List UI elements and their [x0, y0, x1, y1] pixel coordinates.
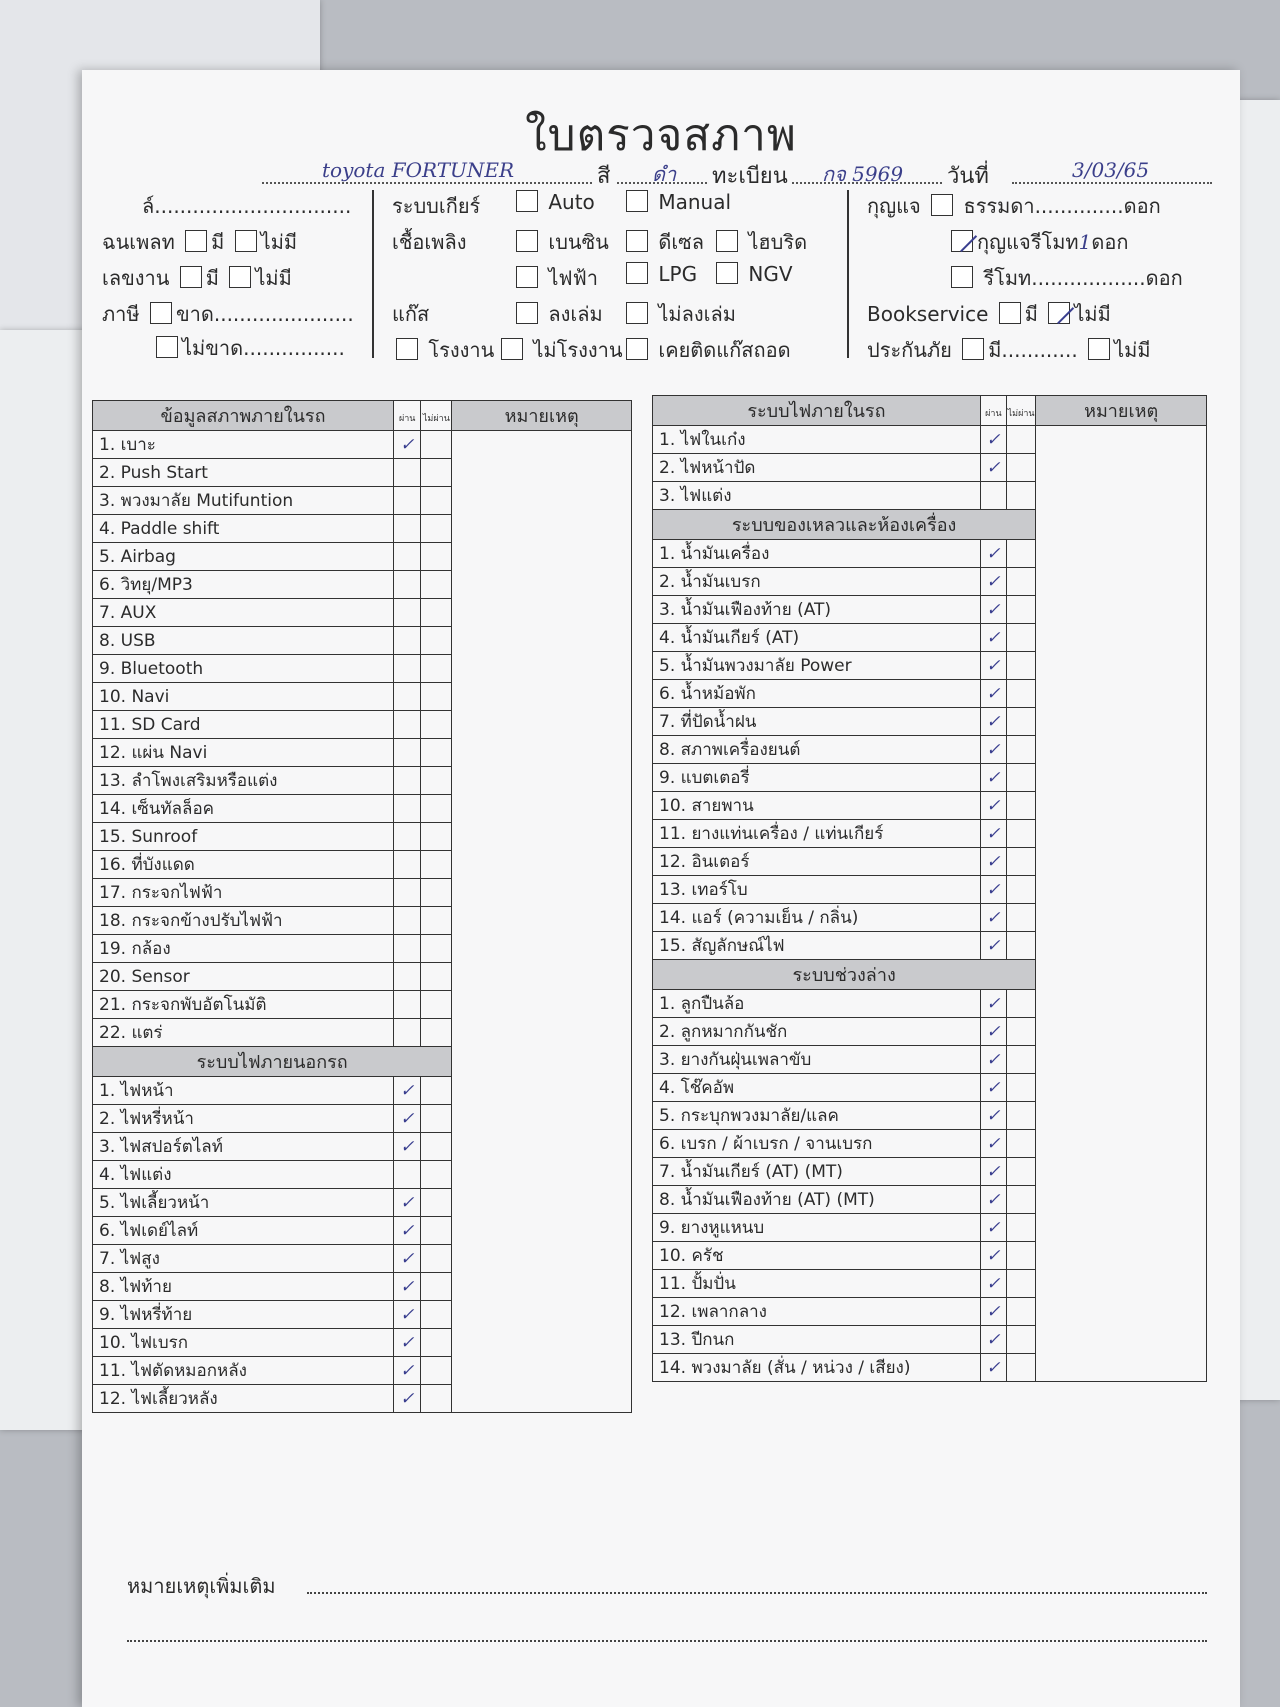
fail-cell[interactable] [1006, 848, 1035, 876]
row-label: 1. น้ำมันเครื่อง [653, 540, 981, 568]
checkbox[interactable] [516, 302, 538, 324]
checkbox[interactable] [626, 338, 648, 360]
row-label: 7. AUX [93, 599, 394, 627]
fail-cell[interactable] [1006, 736, 1035, 764]
checkbox[interactable] [1088, 338, 1110, 360]
row-label: 6. เบรก / ผ้าเบรก / จานเบรก [653, 1130, 981, 1158]
fail-cell[interactable] [1006, 624, 1035, 652]
fail-cell[interactable] [421, 1385, 452, 1413]
header-row [172, 158, 1212, 190]
remark-cell[interactable] [452, 431, 632, 1413]
checkbox[interactable] [626, 262, 648, 284]
pass-cell[interactable] [393, 879, 421, 907]
pass-cell[interactable] [393, 711, 421, 739]
fail-cell[interactable] [421, 655, 452, 683]
row-label: 7. ที่ปัดน้ำฝน [653, 708, 981, 736]
row-label: 16. ที่บังแดด [93, 851, 394, 879]
row-label: 14. พวงมาลัย (สั่น / หน่วง / เสียง) [653, 1354, 981, 1382]
fail-cell[interactable] [1006, 1046, 1035, 1074]
checkbox[interactable] [951, 266, 973, 288]
pass-cell[interactable]: ✓ [393, 1133, 421, 1161]
fail-cell[interactable] [421, 683, 452, 711]
checkbox[interactable] [626, 302, 648, 324]
pass-cell[interactable] [393, 739, 421, 767]
pass-cell[interactable]: ✓ [980, 736, 1006, 764]
row-label: 12. แผ่น Navi [93, 739, 394, 767]
systems-table: ระบบไฟภายในรถ ผ่าน ไม่ผ่าน หมายเหตุ 1. ไฟในเก๋ง ✓ 2. ไฟหน้าปัด ✓ 3. ไฟแต่ง ระบบของเหลวและห้องเครื่อง 1. น้ำมันเครื่อง ✓ 2. น้ำมันเบรก ✓ 3. น้ำมันเฟืองท้าย (AT) ✓ 4. น้ำมันเกียร์ (AT) ✓ 5. น้ำมันพวงมาลัย Power ✓ 6. น้ำหม้อพัก ✓ 7. ที่ปัดน้ำฝน ✓ 8. สภาพเครื่องยนต์ ✓ 9. แบตเตอรี่ ✓ 10. สายพาน ✓ 11. ยางแท่นเครื่อง / แท่นเกียร์ ✓ 12. อินเตอร์ ✓ 13. เทอร์โบ ✓ 14. แอร์ (ความเย็น / กลิ่น) ✓ 15. สัญลักษณ์ไฟ ✓ ระบบช่วงล่าง 1. ลูกปืนล้อ ✓ 2. ลูกหมากกันชัก ✓ 3. ยางกันฝุ่นเพลาขับ ✓ 4. โช๊คอัพ ✓ 5. กระบุกพวงมาลัย/แลค ✓ 6. เบรก / ผ้าเบรก / จานเบรก ✓ 7. น้ำมันเกียร์ (AT) (MT) ✓ 8. น้ำมันเฟืองท้าย (AT) (MT) ✓ 9. ยางหูแหนบ ✓ 10. ครัช ✓ 11. ปั้มปั่น ✓ 12. เพลากลาง ✓ 13. ปีกนก ✓ 14. พวงมาลัย (สั่น / หน่วง / เสียง) ✓ [652, 395, 1207, 1382]
pass-cell[interactable] [393, 627, 421, 655]
fail-cell[interactable] [421, 795, 452, 823]
fail-cell[interactable] [1006, 932, 1035, 960]
pass-cell[interactable] [393, 823, 421, 851]
fail-cell[interactable] [421, 739, 452, 767]
pass-cell[interactable]: ✓ [393, 1189, 421, 1217]
row-label: 11. SD Card [93, 711, 394, 739]
fail-cell[interactable] [1006, 1354, 1035, 1382]
fail-cell[interactable] [1006, 1158, 1035, 1186]
row-label: 12. ไฟเลี้ยวหลัง [93, 1385, 394, 1413]
color-value: ดำ [652, 162, 677, 186]
checkbox[interactable] [235, 230, 257, 252]
fail-cell[interactable] [421, 1133, 452, 1161]
row-label: 12. อินเตอร์ [653, 848, 981, 876]
fail-cell[interactable] [1006, 680, 1035, 708]
pass-cell[interactable]: ✓ [980, 1130, 1006, 1158]
fail-cell[interactable] [421, 851, 452, 879]
row-label: 8. สภาพเครื่องยนต์ [653, 736, 981, 764]
pass-cell[interactable]: ✓ [980, 596, 1006, 624]
fail-cell[interactable] [421, 879, 452, 907]
row-label: 6. ไฟเดย์ไลท์ [93, 1217, 394, 1245]
checkbox[interactable] [185, 230, 207, 252]
fail-cell[interactable] [1006, 1270, 1035, 1298]
row-label: 6. วิทยุ/MP3 [93, 571, 394, 599]
row-label: 5. น้ำมันพวงมาลัย Power [653, 652, 981, 680]
pass-cell[interactable] [393, 1161, 421, 1189]
color-label: สี [597, 164, 611, 189]
pass-cell[interactable]: ✓ [980, 1214, 1006, 1242]
row-label: 20. Sensor [93, 963, 394, 991]
pass-cell[interactable] [393, 599, 421, 627]
fail-cell[interactable] [1006, 876, 1035, 904]
pass-cell[interactable]: ✓ [980, 652, 1006, 680]
pass-cell[interactable] [393, 963, 421, 991]
row-label: 11. ปั้มปั่น [653, 1270, 981, 1298]
row-label: 14. เซ็นทัลล็อค [93, 795, 394, 823]
checkbox[interactable] [516, 266, 538, 288]
fail-cell[interactable] [421, 459, 452, 487]
fail-cell[interactable] [421, 487, 452, 515]
fail-cell[interactable] [1006, 764, 1035, 792]
car-value: toyota FORTUNER [322, 158, 515, 182]
row-label: 22. แตร่ [93, 1019, 394, 1047]
checkbox[interactable] [962, 338, 984, 360]
row-label: 13. ปีกนก [653, 1326, 981, 1354]
pass-cell[interactable] [393, 571, 421, 599]
fail-cell[interactable] [421, 1105, 452, 1133]
left-item: ล์............................... [142, 194, 352, 218]
section-header: ระบบของเหลวและห้องเครื่อง [653, 510, 1036, 540]
pass-cell[interactable]: ✓ [393, 1105, 421, 1133]
remark-cell[interactable] [1036, 426, 1207, 1382]
fail-cell[interactable] [1006, 568, 1035, 596]
pass-cell[interactable]: ✓ [393, 1385, 421, 1413]
fail-cell[interactable] [421, 1077, 452, 1105]
pass-cell[interactable] [393, 767, 421, 795]
pass-cell[interactable]: ✓ [393, 1217, 421, 1245]
left-info-section: ล์............................... ฉนเพลท มี ไม่มี เลขงาน มี ไม่มี ภาษี ขาด...................... ไม่ขาด................ [102, 190, 372, 360]
row-label: 5. Airbag [93, 543, 394, 571]
checkbox[interactable] [626, 190, 648, 212]
fail-cell[interactable] [1006, 792, 1035, 820]
pass-cell[interactable] [393, 991, 421, 1019]
pass-cell[interactable]: ✓ [980, 568, 1006, 596]
fail-cell[interactable] [1006, 1102, 1035, 1130]
fail-cell[interactable] [421, 767, 452, 795]
row-label: 4. Paddle shift [93, 515, 394, 543]
pass-cell[interactable]: ✓ [980, 1270, 1006, 1298]
row-label: 1. ไฟในเก๋ง [653, 426, 981, 454]
fail-cell[interactable] [421, 823, 452, 851]
pass-cell[interactable]: ✓ [980, 848, 1006, 876]
pass-cell[interactable]: ✓ [980, 876, 1006, 904]
fail-cell[interactable] [1006, 1326, 1035, 1354]
row-label: 5. ไฟเลี้ยวหน้า [93, 1189, 394, 1217]
pass-cell[interactable] [393, 515, 421, 543]
row-label: 10. ครัช [653, 1242, 981, 1270]
fail-cell[interactable] [1006, 596, 1035, 624]
row-label: 11. ไฟตัดหมอกหลัง [93, 1357, 394, 1385]
row-label: 13. เทอร์โบ [653, 876, 981, 904]
pass-cell[interactable] [393, 795, 421, 823]
fail-cell[interactable] [1006, 904, 1035, 932]
fail-cell[interactable] [1006, 426, 1035, 454]
row-label: 10. สายพาน [653, 792, 981, 820]
checkbox[interactable] [931, 194, 953, 216]
pass-cell[interactable]: ✓ [980, 1074, 1006, 1102]
row-label: 7. น้ำมันเกียร์ (AT) (MT) [653, 1158, 981, 1186]
fail-cell[interactable] [1006, 652, 1035, 680]
fail-cell[interactable] [421, 627, 452, 655]
pass-cell[interactable]: ✓ [980, 1242, 1006, 1270]
row-label: 9. ยางหูแหนบ [653, 1214, 981, 1242]
checkbox[interactable] [516, 190, 538, 212]
fail-cell[interactable] [421, 935, 452, 963]
pass-cell[interactable] [393, 935, 421, 963]
pass-cell[interactable]: ✓ [980, 1326, 1006, 1354]
fail-cell[interactable] [1006, 454, 1035, 482]
row-label: 6. น้ำหม้อพัก [653, 680, 981, 708]
pass-cell[interactable] [393, 543, 421, 571]
section-header: ระบบช่วงล่าง [653, 960, 1036, 990]
row-label: 4. โช๊คอัพ [653, 1074, 981, 1102]
row-label: 2. Push Start [93, 459, 394, 487]
row-label: 4. น้ำมันเกียร์ (AT) [653, 624, 981, 652]
fail-cell[interactable] [1006, 708, 1035, 736]
row-label: 8. ไฟท้าย [93, 1273, 394, 1301]
checkbox[interactable] [716, 262, 738, 284]
fail-cell[interactable] [421, 431, 452, 459]
pass-cell[interactable]: ✓ [980, 1298, 1006, 1326]
fail-cell[interactable] [421, 1019, 452, 1047]
row-label: 9. Bluetooth [93, 655, 394, 683]
pass-cell[interactable]: ✓ [393, 431, 421, 459]
row-label: 9. แบตเตอรี่ [653, 764, 981, 792]
pass-cell[interactable]: ✓ [980, 1102, 1006, 1130]
row-label: 1. ลูกปืนล้อ [653, 990, 981, 1018]
key-section: กุญแจ ธรรมดา..............ดอก กุญแจรีโมท1ดอก รีโมท..................ดอก Bookservice มี ไม่มี ประกันภัย มี............ ไม่มี [867, 194, 1183, 362]
pass-cell[interactable] [980, 482, 1006, 510]
fail-cell[interactable] [1006, 1214, 1035, 1242]
checkbox[interactable] [229, 266, 251, 288]
table-row [93, 431, 632, 459]
checkbox[interactable] [516, 230, 538, 252]
fail-cell[interactable] [1006, 1186, 1035, 1214]
row-label: 18. กระจกข้างปรับไฟฟ้า [93, 907, 394, 935]
date-label: วันที่ [947, 164, 989, 189]
fail-cell[interactable] [1006, 1018, 1035, 1046]
row-label: 19. กล้อง [93, 935, 394, 963]
gear-fuel-section: ระบบเกียร์ Auto Manual เชื้อเพลิง เบนซิน ดีเซล ไฮบริด ไฟฟ้า LPG NGV แก๊ส ลงเล่ม ไม่ลงเล่ม โรงงาน ไม่โรงงาน เคยติดแก๊สถอด [392, 190, 808, 362]
fail-cell[interactable] [421, 1329, 452, 1357]
row-label: 15. Sunroof [93, 823, 394, 851]
section-header: ระบบไฟภายนอกรถ [93, 1047, 452, 1077]
row-label: 3. ไฟแต่ง [653, 482, 981, 510]
pass-cell[interactable]: ✓ [393, 1357, 421, 1385]
checkbox[interactable] [156, 336, 178, 358]
pass-cell[interactable]: ✓ [980, 454, 1006, 482]
row-label: 3. พวงมาลัย Mutifuntion [93, 487, 394, 515]
row-label: 10. ไฟเบรก [93, 1329, 394, 1357]
inspection-form [82, 70, 1240, 1707]
fail-cell[interactable] [421, 991, 452, 1019]
row-label: 2. ลูกหมากกันชัก [653, 1018, 981, 1046]
row-label: 5. กระบุกพวงมาลัย/แลค [653, 1102, 981, 1130]
interior-table: ข้อมูลสภาพภายในรถ ผ่าน ไม่ผ่าน หมายเหตุ 1. เบาะ ✓ 2. Push Start 3. พวงมาลัย Mutifuntion 4. Paddle shift 5. Airbag 6. วิทยุ/MP3 7. AUX 8. USB 9. Bluetooth 10. Navi 11. SD Card 12. แผ่น Navi 13. ลำโพงเสริมหรือแต่ง 14. เซ็นทัลล็อค 15. Sunroof 16. ที่บังแดด 17. กระจกไฟฟ้า 18. กระจกข้างปรับไฟฟ้า 19. กล้อง 20. Sensor 21. กระจกพับอัตโนมัติ 22. แตร่ ระบบไฟภายนอกรถ 1. ไฟหน้า ✓ 2. ไฟหรี่หน้า ✓ 3. ไฟสปอร์ตไลท์ ✓ 4. ไฟแต่ง 5. ไฟเลี้ยวหน้า ✓ 6. ไฟเดย์ไลท์ ✓ 7. ไฟสูง ✓ 8. ไฟท้าย ✓ 9. ไฟหรี่ท้าย ✓ 10. ไฟเบรก ✓ 11. ไฟตัดหมอกหลัง ✓ 12. ไฟเลี้ยวหลัง ✓ [92, 400, 632, 1413]
row-label: 9. ไฟหรี่ท้าย [93, 1301, 394, 1329]
fail-cell[interactable] [421, 1189, 452, 1217]
pass-cell[interactable] [393, 683, 421, 711]
pass-cell[interactable]: ✓ [980, 764, 1006, 792]
fail-cell[interactable] [421, 1357, 452, 1385]
pass-cell[interactable] [393, 655, 421, 683]
row-label: 1. ไฟหน้า [93, 1077, 394, 1105]
checkbox[interactable] [1048, 302, 1070, 324]
pass-cell[interactable]: ✓ [393, 1077, 421, 1105]
pass-cell[interactable]: ✓ [980, 1046, 1006, 1074]
page-title: ใบตรวจสภาพ [525, 110, 797, 161]
row-label: 4. ไฟแต่ง [93, 1161, 394, 1189]
row-label: 17. กระจกไฟฟ้า [93, 879, 394, 907]
fail-cell[interactable] [421, 571, 452, 599]
pass-cell[interactable] [393, 907, 421, 935]
row-label: 3. น้ำมันเฟืองท้าย (AT) [653, 596, 981, 624]
fail-cell[interactable] [1006, 482, 1035, 510]
checkbox[interactable] [626, 230, 648, 252]
fail-cell[interactable] [421, 711, 452, 739]
fail-cell[interactable] [1006, 1130, 1035, 1158]
pass-cell[interactable]: ✓ [980, 820, 1006, 848]
fail-cell[interactable] [421, 1301, 452, 1329]
checkbox[interactable] [150, 302, 172, 324]
fail-cell[interactable] [421, 543, 452, 571]
row-label: 21. กระจกพับอัตโนมัติ [93, 991, 394, 1019]
fail-cell[interactable] [1006, 990, 1035, 1018]
row-label: 10. Navi [93, 683, 394, 711]
date-value: 3/03/65 [1072, 158, 1150, 182]
fail-cell[interactable] [1006, 540, 1035, 568]
checkbox[interactable] [999, 302, 1021, 324]
fail-cell[interactable] [1006, 820, 1035, 848]
remarks-label: หมายเหตุเพิ่มเติม [127, 1574, 276, 1598]
checkbox[interactable] [501, 338, 523, 360]
fail-cell[interactable] [1006, 1074, 1035, 1102]
pass-cell[interactable] [393, 1019, 421, 1047]
checkbox[interactable] [951, 230, 973, 252]
fail-cell[interactable] [421, 1217, 452, 1245]
fail-cell[interactable] [421, 907, 452, 935]
fail-cell[interactable] [421, 963, 452, 991]
row-label: 14. แอร์ (ความเย็น / กลิ่น) [653, 904, 981, 932]
checkbox[interactable] [716, 230, 738, 252]
pass-cell[interactable] [393, 459, 421, 487]
pass-cell[interactable]: ✓ [980, 904, 1006, 932]
row-label: 8. USB [93, 627, 394, 655]
pass-cell[interactable]: ✓ [980, 680, 1006, 708]
plate-label: ทะเบียน [712, 164, 788, 189]
fail-cell[interactable] [421, 1273, 452, 1301]
row-label: 8. น้ำมันเฟืองท้าย (AT) (MT) [653, 1186, 981, 1214]
pass-cell[interactable]: ✓ [980, 932, 1006, 960]
pass-cell[interactable] [393, 487, 421, 515]
fail-cell[interactable] [421, 1161, 452, 1189]
pass-cell[interactable]: ✓ [980, 1186, 1006, 1214]
checkbox[interactable] [396, 338, 418, 360]
plate-value: กจ 5969 [822, 162, 904, 186]
fail-cell[interactable] [421, 1245, 452, 1273]
pass-cell[interactable]: ✓ [393, 1245, 421, 1273]
fail-cell[interactable] [421, 515, 452, 543]
pass-cell[interactable]: ✓ [980, 792, 1006, 820]
pass-cell[interactable]: ✓ [980, 540, 1006, 568]
pass-cell[interactable]: ✓ [393, 1329, 421, 1357]
pass-cell[interactable]: ✓ [980, 426, 1006, 454]
row-label: 15. สัญลักษณ์ไฟ [653, 932, 981, 960]
row-label: 1. เบาะ [93, 431, 394, 459]
row-label: 13. ลำโพงเสริมหรือแต่ง [93, 767, 394, 795]
row-label: 3. ยางกันฝุ่นเพลาขับ [653, 1046, 981, 1074]
row-label: 2. น้ำมันเบรก [653, 568, 981, 596]
checkbox[interactable] [180, 266, 202, 288]
pass-cell[interactable]: ✓ [980, 1158, 1006, 1186]
fail-cell[interactable] [1006, 1298, 1035, 1326]
row-label: 7. ไฟสูง [93, 1245, 394, 1273]
pass-cell[interactable]: ✓ [980, 624, 1006, 652]
row-label: 12. เพลากลาง [653, 1298, 981, 1326]
pass-cell[interactable] [393, 851, 421, 879]
pass-cell[interactable]: ✓ [980, 990, 1006, 1018]
row-label: 2. ไฟหรี่หน้า [93, 1105, 394, 1133]
pass-cell[interactable]: ✓ [393, 1273, 421, 1301]
pass-cell[interactable]: ✓ [980, 1354, 1006, 1382]
row-label: 3. ไฟสปอร์ตไลท์ [93, 1133, 394, 1161]
pass-cell[interactable]: ✓ [980, 708, 1006, 736]
row-label: 2. ไฟหน้าปัด [653, 454, 981, 482]
row-label: 11. ยางแท่นเครื่อง / แท่นเกียร์ [653, 820, 981, 848]
fail-cell[interactable] [421, 599, 452, 627]
pass-cell[interactable]: ✓ [980, 1018, 1006, 1046]
table-row [653, 426, 1207, 454]
fail-cell[interactable] [1006, 1242, 1035, 1270]
pass-cell[interactable]: ✓ [393, 1301, 421, 1329]
